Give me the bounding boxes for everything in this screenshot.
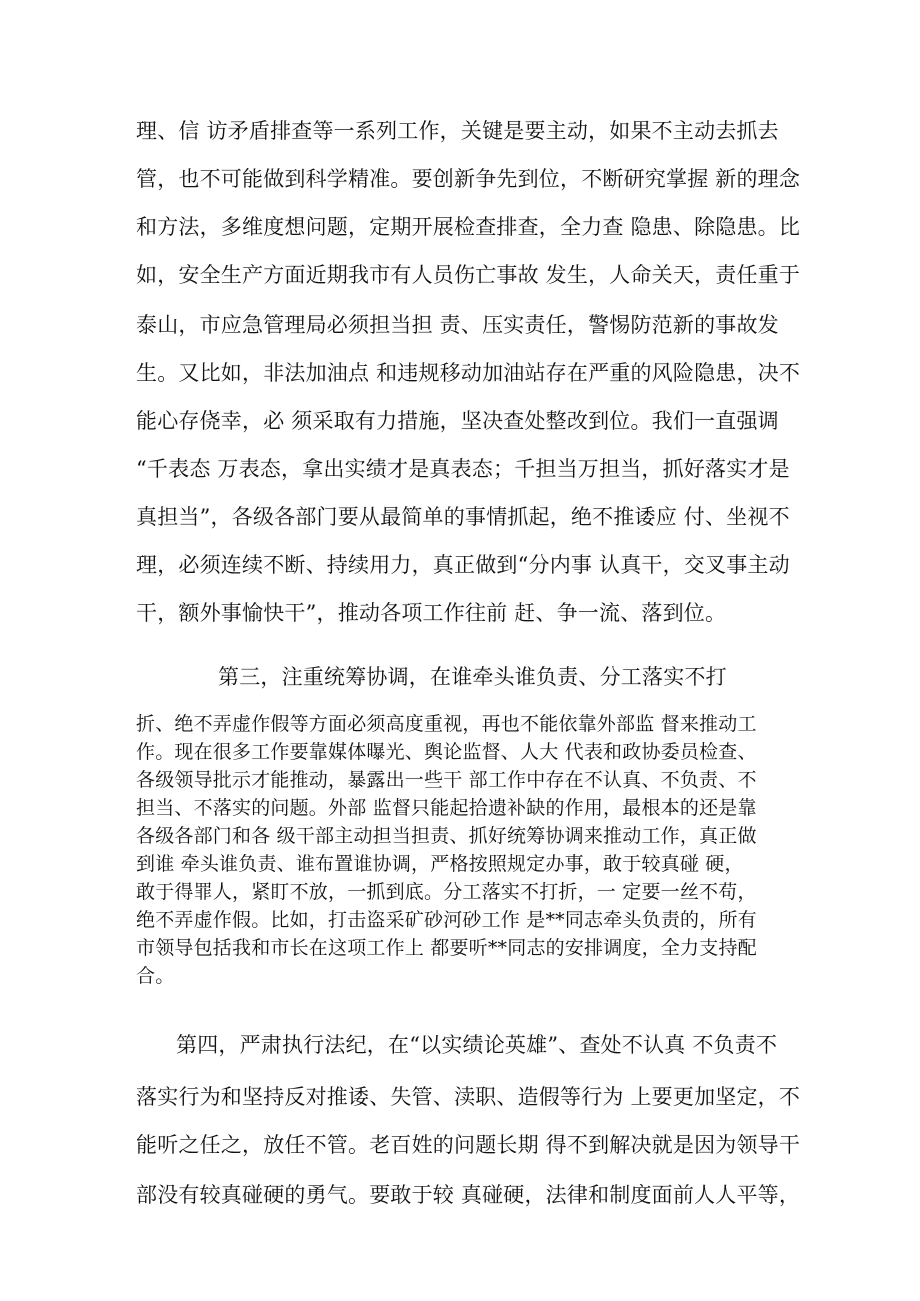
text-line: 绝不弄虚作假。比如，打击盗采矿砂河砂工作 是**同志牵头负责的，所有 xyxy=(136,909,757,931)
text-line: 如，安全生产方面近期我市有人员伤亡事故 发生，人命关天，责任重于 xyxy=(136,263,801,287)
text-line: 担当、不落实的问题。外部 监督只能起拾遗补缺的作用，最根本的还是靠 xyxy=(136,797,757,819)
text-line: 到谁 牵头谁负责、谁布置谁协调，严格按照规定办事，敢于较真碰 硬， xyxy=(136,853,744,875)
section-3-heading: 第三，注重统筹协调，在谁牵头谁负责、分工落实不打 xyxy=(218,665,727,689)
text-line: 落实行为和坚持反对推诿、失管、渎职、造假等行为 上要更加坚定，不 xyxy=(136,1085,801,1109)
text-line: 理、信 访矛盾排查等一系列工作，关键是要主动，如果不主动去抓去 xyxy=(136,119,779,143)
text-line: 敢于得罪人，紧盯不放，一抓到底。分工落实不打折，一 定要一丝不苟， xyxy=(136,881,757,903)
text-line: 和方法，多维度想问题，定期开展检查排查，全力查 隐患、除隐患。比 xyxy=(136,215,801,239)
text-line: 各级各部门和各 级干部主动担当担责、抓好统筹协调来推动工作，真正做 xyxy=(136,825,757,847)
text-line: “千表态 万表态，拿出实绩才是真表态；千担当万担当，抓好落实才是 xyxy=(136,457,790,481)
text-line: 合。 xyxy=(136,965,175,987)
text-line: 能心存侥幸，必 须采取有力措施，坚决查处整改到位。我们一直强调 xyxy=(136,409,779,433)
text-line: 干，额外事愉快干”，推动各项工作往前 赶、争一流、落到位。 xyxy=(136,601,727,625)
text-line: 各级领导批示才能推动，暴露出一些干 部工作中存在不认真、不负责、不 xyxy=(136,769,757,791)
text-line: 部没有较真碰硬的勇气。要敢于较 真碰硬，法律和制度面前人人平等， xyxy=(136,1183,801,1207)
text-line: 生。又比如，非法加油点 和违规移动加油站存在严重的风险隐患，决不 xyxy=(136,361,801,385)
text-line: 理，必须连续不断、持续用力，真正做到“分内事 认真干，交叉事主动 xyxy=(136,553,790,577)
text-line: 真担当”，各级各部门要从最简单的事情抓起，绝不推诿应 付、坐视不 xyxy=(136,505,790,529)
text-line: 泰山，市应急管理局必须担当担 责、压实责任，警惕防范新的事故发 xyxy=(136,313,779,337)
text-line: 作。现在很多工作要靠媒体曝光、舆论监督、人大 代表和政协委员检查、 xyxy=(136,741,757,763)
text-line: 折、绝不弄虚作假等方面必须高度重视，再也不能依靠外部监 督来推动工 xyxy=(136,713,757,735)
text-line: 第四，严肃执行法纪，在“以实绩论英雄”、查处不认真 不负责不 xyxy=(176,1033,778,1057)
text-line: 市领导包括我和市长在这项工作上 都要听**同志的安排调度，全力支持配 xyxy=(136,937,757,959)
text-line: 能听之任之，放任不管。老百姓的问题长期 得不到解决就是因为领导干 xyxy=(136,1133,801,1157)
text-line: 管，也不可能做到科学精准。要创新争先到位，不断研究掌握 新的理念 xyxy=(136,167,801,191)
